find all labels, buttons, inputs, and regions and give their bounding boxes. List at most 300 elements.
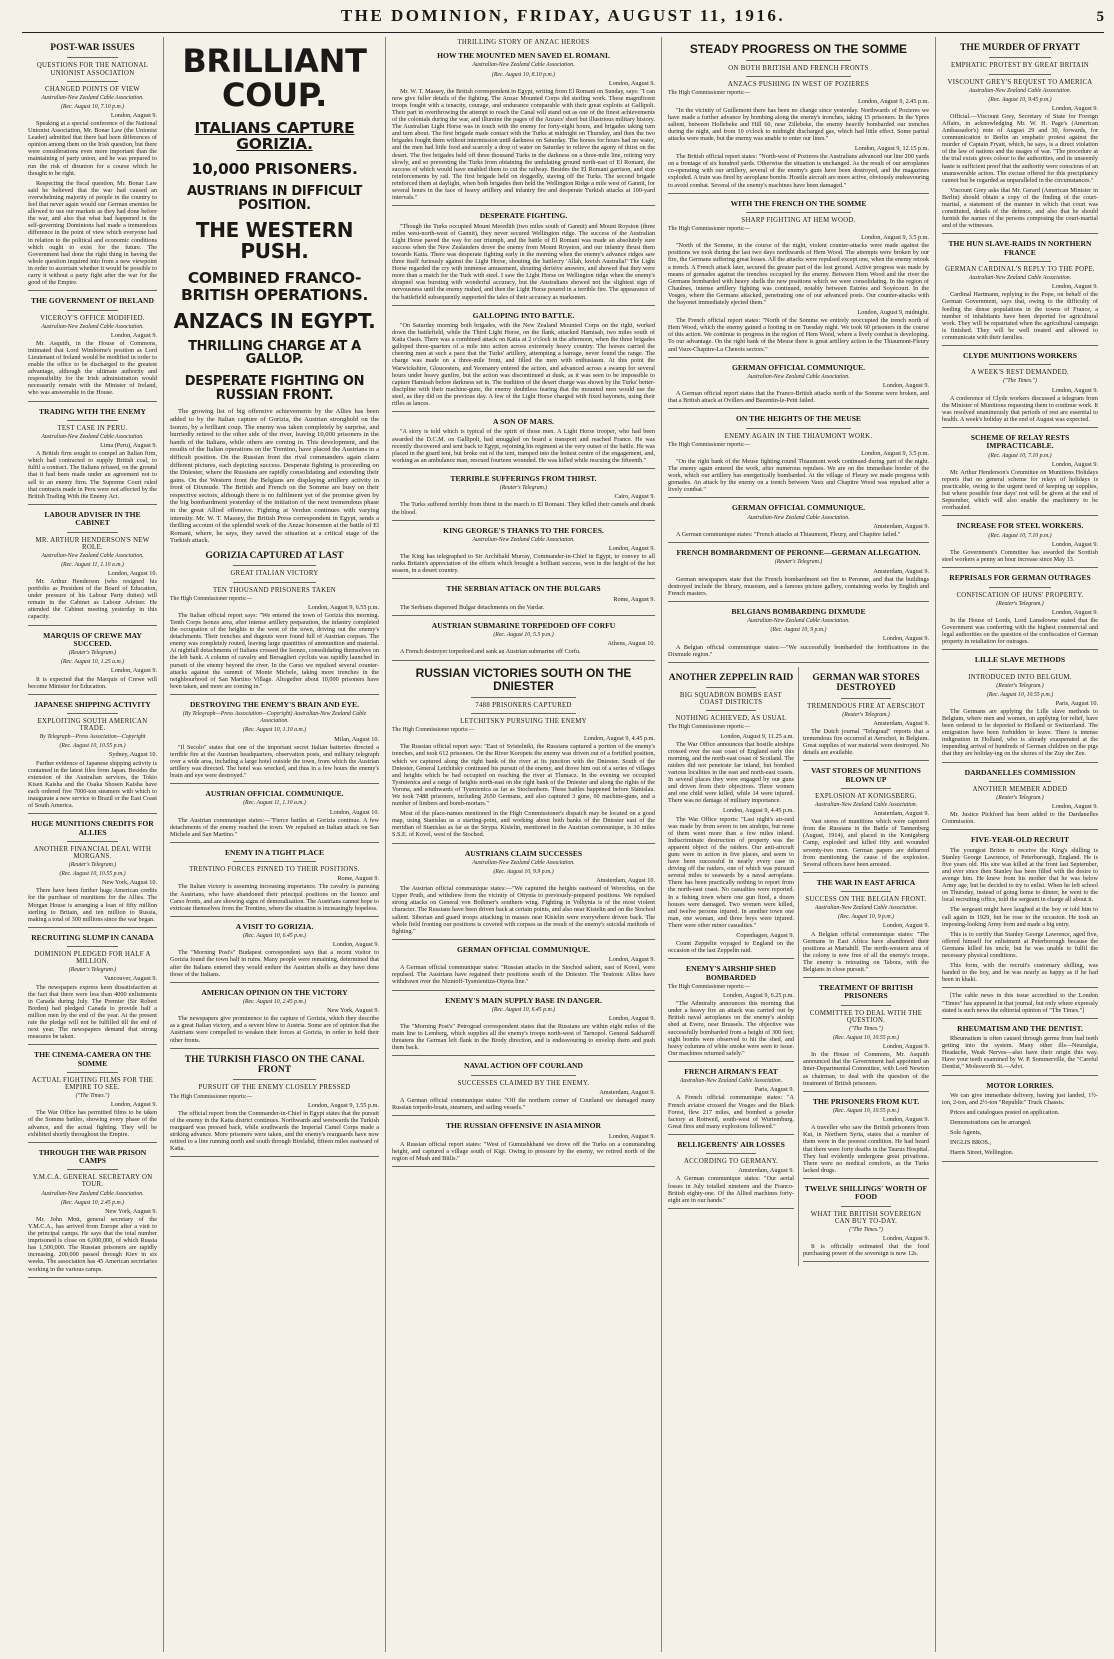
article-separator [942,829,1098,830]
article-body [803,720,929,756]
article-dateline: New York, August 9. [105,1207,157,1215]
article-col3-dniester [392,667,655,844]
article-subheadline: PURSUIT OF THE ENEMY CLOSELY PRESSED [198,1084,351,1092]
article-rule [67,1072,119,1073]
column-5 [936,37,1104,1652]
article-separator [392,411,655,412]
article-col5-relay [942,434,1098,516]
article-paragraph: A German official report states that the Franco-British attacks north of the Somme were broken, and that a British attack at Ovillers and Bazentin-le-Petit failed. [668,390,929,405]
article-headline: HUGE MUNITIONS CREDITS FOR ALLIES [31,819,154,837]
article-dateline: Cairo, August 9. [614,493,655,501]
article-dateline: London, August 9, 3.5 p.m. [861,234,929,242]
article-separator [28,694,157,695]
article-separator [668,357,929,358]
article-source: The High Commissioner reports:— [170,1093,253,1100]
article-col2-opinion [170,989,379,1049]
masthead [22,6,1104,33]
article-subheadline: DOMINION PLEDGED FOR HALF A MILLION. [34,951,151,966]
article-paragraph: "The Admiralty announces this morning that under a heavy fire an attack was carried out by British naval aeroplanes on the enemy's airship shed at Evere, near Brussels. The objective was successfully bombarded from a height of 300 feet; eight bombs were observed to hit the shed, and heavy columns of white smoke were seen to issue. Our machines returned safely." [668,1000,794,1057]
article-subheadline: INTRODUCED INTO BELGIUM. [968,673,1072,681]
article-dateline: London, August 9. [608,1132,655,1140]
article-dateline: London, August 9, 11.25 a.m. [720,732,794,740]
article-body [803,1043,929,1087]
article-received: (Rec. August 10, 7.10 p.m.) [988,452,1052,459]
article-col3-asia [392,1122,655,1167]
article-rule [746,60,850,61]
article-source: The High Commissioner reports:— [392,727,475,734]
article-dateline: London, August 9. [882,1043,929,1051]
banner-gorizia: ITALIANS CAPTURE GORIZIA. [194,119,355,154]
article-dateline: London, August 9. [1051,283,1098,291]
article-separator [803,977,929,978]
article-paragraph: The Germans are applying the Lille slave methods to Belgium, where men and women, on applying for relief, have been ordered to be deported to Holland or Switzerland. The emigration have been forbidden to leave. There is intense indignation in Holland, who is already exasperated at the impending arrival of hundreds of German children on the pigs that they are holiday-ing on the shores of the Zuy der Zee. [942,707,1098,758]
article-col1-a8 [28,934,157,1045]
article-agency: Australian-New Zealand Cable Association. [747,373,850,380]
article-paragraph: The Serbians dispersed Bulgar detachments on the Vardar. [400,603,545,611]
article-col4-food [803,1185,929,1262]
article-rule [841,1206,891,1207]
article-col5-lille [942,656,1098,762]
article-body [392,428,655,463]
article-subheadline: EXPLOSION AT KONIGSBERG. [815,792,917,800]
article-subheadline: VICEROY'S OFFICE MODIFIED. [40,314,145,322]
article-paragraph: The official report from the Commander-in-Chief in Egypt states that the pursuit of the enemy in the Katia district continues. Northwards and westwards the Turkish rearguard was pressed back, while southwards the Imperial Camel Corps made a striking advance. More prisoners were taken, and the enemy's rearguards have now retired to a line running north and south through Birelabd, fifteen miles eastward of Katia. [170,1109,379,1153]
article-subheadline: WHAT THE BRITISH SOVEREIGN CAN BUY TO-DAY. [810,1210,922,1225]
article-agency: Australian-New Zealand Cable Association. [41,94,144,101]
article-agency: (Reuter's Telegram.) [842,711,890,718]
article-paragraph: "In the vicinity of Guillemont there has been no change since yesterday. Northwards of Pozieres we have made a further advance by bombing along the enemy's trenches, taking 15 prisoners. In the Ypres salient, between Hollebeke and Hill 60, near Zillebeke, the enemy heavily bombarded our trenches during the night, and from 10 o'clock to midnight discharged gas, which had little effect. Some partial attacks were made, but the enemy was unable to enter our lines." [668,106,929,142]
column-2-articles [170,551,379,1157]
article-paragraph: A Russian official report states: "West of Gumushkhané we drove off the Turks on a commanding height, and captured a village south of Kigi. Owing to pressure by the enemy, we retired north of the region of Mush and Bitlis." [392,1140,655,1162]
article-body [668,568,929,597]
article-agency: Australian-New Zealand Cable Association. [968,275,1072,282]
article-dateline: London, August 9, 1.55 p.m. [308,1101,379,1109]
article-body [942,803,1098,825]
article-paragraph: Prices and catalogues posted on application. [950,1109,1060,1117]
article-body [28,570,157,621]
article-headline: HOW THE MOUNTED MEN SAVED EL ROMANI. [437,51,610,61]
article-headline: THE CINEMA-CAMERA ON THE SOMME [34,1050,151,1068]
article-headline: POST-WAR ISSUES [50,43,135,53]
article-paragraph: The newspapers express keen dissatisfaction at the fact that there were less than 4000 enlistments in Canada during July. The Premier (Sir Robert Borden) had pledged Canada to provide half a million men by the end of the year. At the present rate the pledge will not be fulfilled till the end of next year. The newspapers demand that strong measures be taken. [28,983,157,1041]
article-subheadline: ACCORDING TO GERMANY. [683,1158,779,1166]
article-col5-note [942,992,1098,1018]
article-separator [942,567,1098,568]
article-agency: Australian-New Zealand Cable Association. [814,905,918,912]
article-body [392,322,655,407]
article-paragraph: A French destroyer torpedoed and sank an Austrian submarine off Corfu. [400,648,581,656]
article-subheadline: ANOTHER MEMBER ADDED [972,785,1068,793]
article-headline: ENEMY'S MAIN SUPPLY BASE IN DANGER. [445,995,602,1005]
article-paragraph: "A story is told which is typical of the spirit of those men. A Light Horse trooper, who had been awarded the D.C.M. on Gallipoli, had smuggled on board a transport and reached France. He was recently discovered and sent back to Egypt, rejoining his regiment at the very outset of the battle. He was placed in the guard tent, but broke out of the tent, tramped into the hottest centre of the engagement, and, working as an ambulance man, rescued fourteen wounded. He was killed while rescuing the fifteenth." [392,428,655,464]
article-dateline: London, August 9, 4.45 p.m. [723,807,794,815]
article-separator [392,615,655,616]
article-dateline: Amsterdam, August 9. [873,719,929,727]
columns [22,37,1104,1652]
article-headline: GORIZIA CAPTURED AT LAST [205,551,344,562]
article-agency: Australian-New Zealand Cable Association. [472,859,575,866]
article-received: (Rec. August 10, 6.45 p.m.) [242,933,307,940]
article-dateline: Amsterdam, August 9. [738,1167,794,1175]
article-col4-prisoners [803,984,929,1092]
article-agency: (Reuter's Telegram.) [499,485,548,492]
article-paragraph: The War Office has permitted films to be taken of the Somme battles, showing every phase of the advance, and the actual fighting. They will be exhibited shortly throughout the Empire. [28,1109,157,1138]
article-headline: GERMAN OFFICIAL COMMUNIQUE. [456,944,591,954]
article-col4-airship [668,965,794,1062]
article-rule [989,57,1051,58]
article-dateline: Paris, August 10. [1055,699,1098,707]
article-dateline: Rome, August 9. [613,595,655,603]
article-body [392,735,655,838]
article-body [170,875,379,911]
article-paragraph: A German communique states: "Our aerial losses in July totalled nineteen and the Franco-British eighty-one. Of the Allied machines forty-eight are in our hands." [668,1175,794,1204]
article-dateline: London, August 9. [1051,386,1098,394]
lead-banners [170,42,379,403]
article-headline: THE WAR IN EAST AFRICA [816,877,916,887]
article-headline: ANOTHER ZEPPELIN RAID [668,672,794,683]
article-separator [392,1166,655,1167]
article-paragraph: The Austrian communique states:—"Fierce battles at Gorizia continue. A few detachments of the enemy reached the town. We repulsed an Italian attack on San Michele and San Martino." [170,816,379,838]
article-rule [989,587,1051,588]
article-received: (Rec. August 10, 2.45 p.m.) [60,1199,125,1206]
article-separator [28,625,157,626]
article-separator [803,1261,929,1262]
article-agency: Australian-New Zealand Cable Association. [679,1078,783,1085]
article-body [170,1102,379,1153]
column-3 [386,37,662,1652]
article-subhead: DESPERATE FIGHTING. [479,211,568,221]
banner-austrians: AUSTRIANS IN DIFFICULT POSITION. [186,183,363,213]
article-col2-brain [170,701,379,784]
article-paragraph: This form, with the recruit's customary shilling, was handed to the boy, and he was nearly as happy as if he had been in khaki. [942,962,1098,984]
article-paragraph: This is to certify that Stanley George Lawrence, aged five, offered himself for enlistment at Peterborough because the Germans killed his uncle, but he was unable to fulfil the necessary physical conditions. [942,930,1098,960]
article-separator [392,939,655,940]
article-body [170,1007,379,1043]
article-body [170,809,379,838]
article-separator [803,1091,929,1092]
article-col4-german2 [668,364,929,410]
article-dateline: London, August 9. [608,545,655,553]
article-headline: RHEUMATISM AND THE DENTIST. [957,1023,1083,1033]
article-paragraph: A German communique states: "French attacks at Thiaumont, Fleury, and Chapitre failed." [676,530,901,538]
article-separator [170,1048,379,1049]
article-body [170,604,379,690]
article-separator [942,515,1098,516]
article-separator [942,1018,1098,1019]
article-received: (Rec. August 11, 1.10 a.m.) [61,561,124,568]
article-subheadline: LETCHITSKY PURSUING THE ENEMY [460,718,587,726]
article-agency: Australian-New Zealand Cable Association. [472,536,575,543]
article-subheadline: ENEMY AGAIN IN THE THIAUMONT WORK. [724,432,873,440]
article-rule [989,74,1051,75]
article-body [668,98,929,188]
article-subheadline: ACTUAL FIGHTING FILMS FOR THE EMPIRE TO SEE. [31,1076,154,1092]
article-paragraph: A traveller who saw the British prisoners from Kut, in Northern Syria, states that a number of them were in the poorest condition. He had heard that there were forty deaths in the Taurus Hospital. They had evidently undergone great privations. There were no medical comforts, as the Turks lacked drugs. [803,1124,929,1174]
article-headline: DARDANELLES COMMISSION [964,767,1076,777]
article-col3-serbian [392,585,655,616]
article-agency: Australian-New Zealand Cable Association. [41,552,144,559]
article-headline: MARQUIS OF CREWE MAY SUCCEED. [43,630,142,648]
article-col2-tight [170,849,379,917]
article-body [803,1116,929,1174]
article-subhead: GALLOPING INTO BATTLE. [472,310,575,320]
article-dateline: London, August 9. [882,382,929,390]
article-headline: BELLIGERENTS' AIR LOSSES [677,1139,785,1149]
article-paragraph: "On the right bank of the Meuse fighting round Thiaumont work continued during part of the night. The enemy again entered the work, after numerous repulses. We are on the immediate border of the work, which our artillery has energetically bombarded. At the village of Fleury we made progress with grenades. An attack by the enemy on a trench between Vaux and Chapitre Wood was repulsed after a lively combat." [668,457,929,494]
banner-brilliant-coup: BRILLIANT COUP. [182,42,367,114]
article-dateline: Amsterdam, August 9. [873,567,929,575]
article-col5-dardanelles [942,769,1098,831]
article-received: (Rec. August 10, 9.9 p.m.) [493,868,554,875]
article-paragraph: Rheumatism is often caused through germs from bad teeth getting into the system. Many other ills—Neuralgia, Headache, Weak Nerves—also have their origin this way. Have your teeth examined by W. P. Sommerville, the "Careful Dentist," Molesworth St.—Advt. [942,1035,1098,1071]
article-col5-recruit [942,836,1098,988]
article-subheadline: ON BOTH BRITISH AND FRENCH FRONTS [728,65,869,73]
article-dateline: London, August 9. [608,1014,655,1022]
article-subheadline: SHARP FIGHTING AT HEM WOOD. [741,216,856,224]
article-col2-canal [170,1055,379,1158]
article-rule [67,420,119,421]
article-body [392,545,655,574]
article-subheadline: CHANGED POINTS OF VIEW [44,85,141,93]
article-col4-stores [803,673,929,762]
article-paragraph: Mr. Asquith, in the House of Commons, intimated that Lord Wimborne's position as Lord Lieutenant of Ireland would be modified in order to enable the office to be discharged to the greatest advantage, although the ultimate authority and responsibility for the Irish administration would necessarily remain with the Minister of Ireland, who was answerable to the House. [28,339,157,397]
article-dateline: London, August 9. [882,635,929,643]
article-headline: THE PRISONERS FROM KUT. [812,1096,920,1106]
article-agency: Australian-New Zealand Cable Association. [814,802,918,808]
article-separator [392,990,655,991]
article-col5-ad [942,1025,1098,1076]
article-headline: RECRUITING SLUMP IN CANADA [31,932,154,942]
article-separator [28,401,157,402]
article-paragraph: The "Morning Post's" Budapest correspondent says that a recent visitor to Gorizia found the town half in ruins. Many people were remaining, determined that after the Italians entered they would endure the Austrian shells as they have done those of the Italians. [170,949,379,978]
article-body [942,541,1098,563]
article-separator [942,649,1098,650]
article-rule [471,697,576,698]
article-body [803,922,929,973]
article-paragraph: Sole Agents, [950,1129,982,1137]
article-body [668,1167,794,1203]
article-paragraph: Cardinal Hartmann, replying to the Pope, on behalf of the German Government, says that, owing to the difficulty of feeding the dense populations in the towns of France, a number of inhabitants have been deported for agricultural work. They will be repatriated when the agricultural campaign is finished. They will be well treated and allowed to communicate with their families. [942,291,1098,341]
article-separator [392,305,655,306]
article-rule [989,261,1051,262]
article-headline: FRENCH BOMBARDMENT OF PERONNE—GERMAN ALLEGATION. [676,548,921,558]
article-separator [668,408,929,409]
article-paragraph: Harris Street, Wellington. [950,1149,1014,1157]
article-headline: BELGIANS BOMBARDING DIXMUDE [731,606,866,616]
article-rule [233,582,317,583]
article-paragraph: "North of the Somme, in the course of the night, violent counter-attacks were made against the positions we took during the last two days northwards of Hem Wood. The attempts were broken by our fire, the Germans suffering great losses. All the attacks were repulsed except one, when the enemy retook a trench. A French attack later, secured the greater part of the lost ground. Active progress was made by means of grenades against the trenches occupied by the enemy. Between Hem Wood and the river the Germans bombarded with heavy shells the new positions which we were consolidating. In the region of Chaulnes, intense artillery fighting was continued, notably between Estrées and Soyécourt. In the Vosges, where the Germans attacked, penetrating one of our advanced posts. Our counter-attacks with the bayonet immediately ejected them." [668,242,929,306]
article-headline: MOTOR LORRIES. [986,1080,1054,1090]
article-col4-french [668,200,929,358]
article-dateline: Milan, August 10. [334,735,379,743]
article-rule [989,364,1051,365]
article-body [942,992,1098,1013]
article-headline: AMERICAN OPINION ON THE VICTORY [201,987,348,997]
article-separator [942,1161,1098,1162]
article-dateline: London, August 9. [608,79,655,87]
article-separator [170,1156,379,1157]
article-dateline: Rome, August 9. [337,875,379,883]
article-source: The High Commissioner reports:— [668,226,751,233]
article-paragraph: Speaking at a special conference of the National Unionist Association, Mr. Bonar Law (the Unionist Leader) admitted that there had been differences of opinion among them on the Irish question, but there were considerations even more important than the maintaining of party union, and he was prepared to run the risk of disunion for a course which he thought to be right. [28,120,157,177]
article-separator [668,1061,794,1062]
article-received: (Rec. August 10, 10.55 p.m.) [832,1035,900,1042]
article-subheadline: CONFISCATION OF HUNS' PROPERTY. [956,591,1084,599]
article-dateline: London, August 9. [332,941,379,949]
article-separator [28,290,157,291]
article-col1-a5 [28,632,157,695]
article-col4-kut [803,1098,929,1179]
article-paragraph: The War Office announces that hostile airships crossed over the east coast of England early this morning, and the north-east coast of Scotland. The raiders did not penetrate far inland, but bombed various localities in the east and north-east coasts. In several places they were engaged by our guns and driven from their objectives. Three women and one child were killed, while 14 were injured. There was no damage of military importance. [668,740,794,805]
article-body [668,1086,794,1130]
banner-russian-front: DESPERATE FIGHTING ON RUSSIAN FRONT. [184,374,365,403]
article-body [392,80,655,202]
article-subheadline: EMPHATIC PROTEST BY GREAT BRITAIN [950,62,1089,70]
article-dateline: London, August 9. [1051,540,1098,548]
article-paragraph: "Il Secolo" states that one of the important secret Italian batteries directed a terrible fire at the Austrian headquarters, observation posts, and military telegraph over a wide area, including a large hotel outside the town, from which the Austrian artillery was directed. The hotel was wrecked, and thus in a few hours the enemy's brain and eye were destroyed." [170,743,379,779]
article-body [28,667,157,689]
article-body [392,1089,655,1111]
article-body [392,493,655,515]
article-agency: ("The Times.") [75,1093,110,1100]
article-body [942,105,1098,230]
article-paragraph: The newspapers give prominence to the capture of Gorizia, which they describe as a great Italian victory, and a severe blow to Austria. Some are of opinion that the Austrians were compelled to weaken their forces at Gorizia, in order to hold their other fronts. [170,1015,379,1044]
article-headline: LILLE SLAVE METHODS [974,655,1066,665]
article-rule [67,532,119,533]
article-body [942,700,1098,758]
article-subheadline: BIG SQUADRON BOMBS EAST COAST DISTRICTS [679,692,783,707]
article-headline: ON THE HEIGHTS OF THE MEUSE [736,414,861,424]
article-dateline: London, August 9. [1051,104,1098,112]
article-paragraph: There have been further huge American credits for the purchase of munitions for the Allies. The Morgan House is arranging a loan of fifty million sterling to Britain, and ten million to Russia, making a total of 300 millions since the war began. [28,887,157,923]
page-number: 5 [1096,9,1104,25]
article-source: The High Commissioner reports:— [668,90,751,97]
article-dateline: London, August 9. [882,922,929,930]
article-subheadline: TEST CASE IN PERU. [57,424,128,432]
article-paragraph: Count Zeppelin voyaged to England on the occasion of the last Zeppelin raid. [668,940,794,955]
article-col3-desperate [392,212,655,305]
article-separator [170,916,379,917]
article-rule [67,57,119,58]
article-separator [803,1178,929,1179]
article-col1-a6 [28,701,157,814]
article-body [942,1092,1098,1157]
article-body [28,1208,157,1273]
article-agency: By Telegraph—Press Association—Copyright [39,734,146,741]
article-col3-courland [392,1062,655,1116]
article-source: The High Commissioner reports:— [170,595,253,602]
article-separator [392,660,655,661]
article-agency: (Reuter's Telegram.) [996,682,1044,689]
article-col1-a3 [28,408,157,505]
article-received: (Rec. August 10, 9.45 p.m.) [988,96,1052,103]
article-body [28,1101,157,1137]
banner-franco-british: COMBINED FRANCO-BRITISH OPERATIONS. [180,269,369,304]
article-rule [67,1169,119,1170]
article-col5-reprisals [942,574,1098,650]
article-source: The High Commissioner reports:— [668,984,751,990]
article-body [668,733,794,955]
article-paragraph: The French official report states: "North of the Somme we entirely reoccupied the trench north of Hem Wood, which the enemy gained a footing in on Tuesday night. We took 60 prisoners in the course of this action. We continue to progress in the region of Hem Wood, where a lively combat is developing. To our advantage. On the right bank of the Meuse there is great artillery action in the Thiaumont-Fleury and Vaux-Chapitre-La Chenois sectors." [668,317,929,353]
article-paragraph: The Italian official report says: "We entered the town of Gorizia this morning. Tenth Corps Isonzo area, after intense artillery preparation, the infantry completed the occupation of the heights to the west of the town, driving out the enemy's detachments. Their trenches and dugouts were found full of Austrian corpses. The enemy was completely routed, leaving large quantities of ammunition and material. At nightfall detachments of Italians crossed the Isonzo, consolidating themselves on the left bank. A column of cavalry and Bersaglieri cyclists was rapidly launched in pursuit of the enemy beyond the river. In the Carso we repulsed several counter-attacks against the summit of Monte Michele, taking more trenches in the neighbourhood of San Martino Village. Altogether about 10,000 prisoners have been taken, and more are coming in." [170,611,379,690]
article-col2-austrian [170,790,379,843]
article-col4-somme [668,43,929,194]
article-headline: THE SERBIAN ATTACK ON THE BULGARS [446,584,601,594]
article-rule [841,891,891,892]
article-separator [392,468,655,469]
article-separator [942,762,1098,763]
article-paragraph: Demonstrations can be arranged. [950,1119,1032,1127]
article-col4-airman [668,1068,794,1135]
column-1 [22,37,164,1652]
article-separator [392,578,655,579]
article-body [28,879,157,923]
article-dateline: London, August 9, 2.45 p.m. [858,98,929,106]
article-dateline: London, August 9, 6.25 p.m. [723,992,794,1000]
article-dateline: London, August 9. [110,331,157,339]
article-body [942,283,1098,341]
article-paragraph: A Belgian official communique states: "The Germans in East Africa have abandoned their positions at Mariahilf. The north-western area of the colony is now free of all the enemy's troops. The enemy is retreating on Tabora, with the Belgians in close pursuit." [803,930,929,974]
article-headline: ENEMY'S AIRSHIP SHED BOMBARDED [686,964,776,982]
article-body [28,332,157,397]
article-paragraph: Viscount Grey asks that Mr. Gerard (American Minister in Berlin) should obtain a copy of the finding of the court-martial, a statement of the manner in which that court was constituted, details of the defence, and also that he should furnish the names of the persons composing the court-martial and of the witnesses. [942,186,1098,230]
article-rule [706,1153,756,1154]
article-col5-steel [942,522,1098,568]
article-subhead: A SON OF MARS. [493,417,554,427]
article-dateline: London, August 10. [107,569,157,577]
article-dateline: Amsterdam, August 9. [873,522,929,530]
article-subheadline: COMMITTEE TO DEAL WITH THE QUESTION. [809,1009,923,1024]
article-received: (Rec. August 10, 7.10 p.m.) [988,532,1052,539]
article-body [392,877,655,935]
article-paragraph: The King has telegraphed to Sir Archibald Murray, Commander-in-Chief in Egypt, to convey to all ranks Britain's appreciation of the efforts which brought a brilliant success, won in the height of the hot season, in a desert country. [392,553,655,575]
article-col3-corfu [392,622,655,661]
article-col3-galloping [392,312,655,412]
article-paragraph: Mr. Arthur Henderson (who resigned his portfolio as President of the Board of Education, under pressure of his Labour Party duties) will remain in the Cabinet as Labour Adviser. He attended the Cabinet meeting yesterday in this capacity. [28,577,157,621]
article-paragraph: The Russian official report says: "East of Svistelniki, the Russians captured a portion of the enemy's trenches, and took 612 prisoners. On the River Koropets the enemy was driven out of a fortified position, which we captured along the right bank of the river at its junction with the Dniester. South of the Dniester, General Letchitsky continued his pursuit of the enemy, and drove him out of a series of villages and heights which he had occupied on reaching the river at Tlumacz. In the evening we occupied Tysmienica and a range of heights north-east on the right bank of the Dniester and along the rights of the Vorona, and southwards of Tysmienica as far as Stochenbem. These battles happened before Stanislau. We took 7488 prisoners, including 2650 Germans, and also captured 3 guns, 60 machine-guns, and a number of limbers and bomb-mortars." [392,743,655,808]
article-subheadline: TEN THOUSAND PRISONERS TAKEN [213,586,336,594]
article-headline: KING GEORGE'S THANKS TO THE FORCES. [443,525,604,535]
article-separator [668,497,929,498]
article-headline: THE GOVERNMENT OF IRELAND [31,296,154,306]
article-body [668,635,929,657]
article-paragraph: A French official communique states: "A French aviator crossed the Vosges and the Black Forest, flew 217 miles, and bombed a powder factory at Rottweil, south-west of Wurtemburg. Great fires and many explosions followed." [668,1094,794,1130]
article-headline: ENEMY IN A TIGHT PLACE [224,847,325,857]
article-body [392,223,655,301]
article-subheadline: QUESTIONS FOR THE NATIONAL UNIONIST ASSOCIATION [36,62,149,77]
article-paragraph: The Government's Committee has awarded the Scottish steel workers a penny an hour increase since May 13. [942,549,1098,564]
article-dateline: London, August 9. [110,667,157,675]
article-rule [471,1075,576,1076]
article-body [28,112,157,286]
article-agency: (Reuter's Telegram.) [996,795,1044,801]
article-col4-zeppelin [668,673,794,960]
banner-charge: THRILLING CHARGE AT A GALLOP. [188,338,361,368]
article-body [392,1133,655,1162]
article-paragraph: The War Office reports: "Last night's air-raid was made by from seven to ten airships, but none of them went more than a few miles inland. Indiscriminate destruction of property was the apparent object of the raiders. Our anti-aircraft guns were in action in five places, and seem to have been successful in nearly every case in driving off the raiders, one of which was pursued several miles to seawards by a naval aeroplane. There has been practically nothing to report from the north-east coast. No casualties were reported. In a fishing town where one gun fired, a dozen houses were damaged. Two women were killed, and twelve persons injured. In another town one man, one woman, and three boys were injured. There were other minor casualties." [668,815,794,929]
article-dateline: London, August 9. [1051,608,1098,616]
article-paragraph: A British firm sought to compel an Italian firm, which had contracted to supply British coal, to fulfil a contract. The Italians refused, on the ground that it had been made under an agreement not to sell to an enemy firm. The Supreme Court ruled that contracts made in Peru were not affected by the British Trading With the Enemy Act. [28,450,157,500]
article-dateline: London, August 10. [329,808,379,816]
article-dateline: Sydney, August 10. [108,751,157,759]
article-col1-a1 [28,43,157,291]
article-received: (Rec. August 10, 5.5 p.m.) [493,632,554,639]
article-agency: Australian-New Zealand Cable Association. [41,1190,144,1197]
article-paragraph: We can give immediate delivery, having just landed, 1½-ton, 2-ton, and 2½-ton "Republic" Truck Chassis. [942,1091,1098,1106]
article-separator [803,872,929,873]
article-received: (Rec. August 10, 9 p.m.) [770,627,827,634]
article-rule [471,713,576,714]
